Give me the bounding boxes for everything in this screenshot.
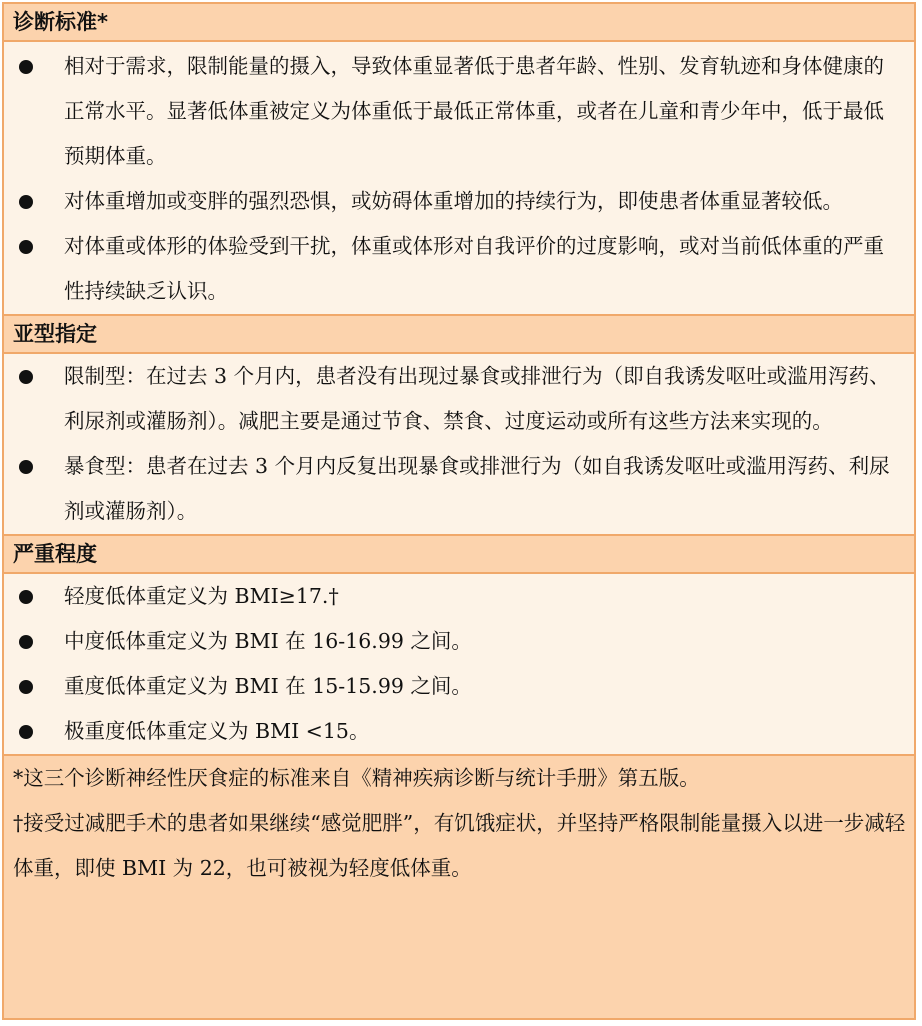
footnote-source: *这三个诊断神经性厌食症的标准来自《精神疾病诊断与统计手册》第五版。 (13, 766, 700, 790)
list-item-text: 对体重或体形的体验受到干扰，体重或体形对自我评价的过度影响，或对当前低体重的严重性持续缺乏认识。 (64, 234, 884, 303)
list-item-text: 轻度低体重定义为 BMI≥17.† (64, 584, 339, 608)
bullet-icon (19, 60, 33, 74)
bullet-icon (19, 240, 33, 254)
list-item-text: 对体重增加或变胖的强烈恐惧，或妨碍体重增加的持续行为，即使患者体重显著较低。 (64, 189, 843, 213)
bullet-icon (19, 370, 33, 384)
list-item (4, 444, 914, 534)
bullet-icon (19, 635, 33, 649)
list-item (4, 709, 914, 754)
bullet-icon (19, 725, 33, 739)
list-item-text: 极重度低体重定义为 BMI <15。 (64, 719, 370, 743)
footnotes (4, 756, 914, 1018)
list-item-text: 暴食型：患者在过去 3 个月内反复出现暴食或排泄行为（如自我诱发呕吐或滥用泻药、利尿剂或灌肠剂）。 (64, 454, 890, 523)
section-body-diagnostic-criteria (4, 42, 914, 316)
list-item (4, 574, 914, 619)
section-body-severity (4, 574, 914, 756)
list-item (4, 619, 914, 664)
criteria-table (2, 2, 916, 1020)
list-item (4, 354, 914, 444)
section-header-severity: 严重程度 (4, 536, 914, 574)
list-item-text: 相对于需求，限制能量的摄入，导致体重显著低于患者年龄、性别、发育轨迹和身体健康的正常水平。显著低体重被定义为体重低于最低正常体重，或者在儿童和青少年中，低于最低预期体重。 (64, 54, 884, 168)
list-item (4, 664, 914, 709)
section-body-subtype (4, 354, 914, 536)
footnote-dagger: †接受过减肥手术的患者如果继续“感觉肥胖”，有饥饿症状，并坚持严格限制能量摄入以进一步减轻体重，即使 BMI 为 22，也可被视为轻度低体重。 (13, 811, 906, 880)
bullet-icon (19, 460, 33, 474)
bullet-icon (19, 195, 33, 209)
section-header-diagnostic-criteria: 诊断标准* (4, 4, 914, 42)
list-item (4, 179, 914, 224)
bullet-icon (19, 680, 33, 694)
list-item (4, 224, 914, 314)
section-header-subtype: 亚型指定 (4, 316, 914, 354)
list-item-text: 限制型：在过去 3 个月内，患者没有出现过暴食或排泄行为（即自我诱发呕吐或滥用泻药、利尿剂或灌肠剂）。减肥主要是通过节食、禁食、过度运动或所有这些方法来实现的。 (64, 364, 890, 433)
list-item (4, 44, 914, 179)
list-item-text: 中度低体重定义为 BMI 在 16-16.99 之间。 (64, 629, 472, 653)
list-item-text: 重度低体重定义为 BMI 在 15-15.99 之间。 (64, 674, 472, 698)
bullet-icon (19, 590, 33, 604)
